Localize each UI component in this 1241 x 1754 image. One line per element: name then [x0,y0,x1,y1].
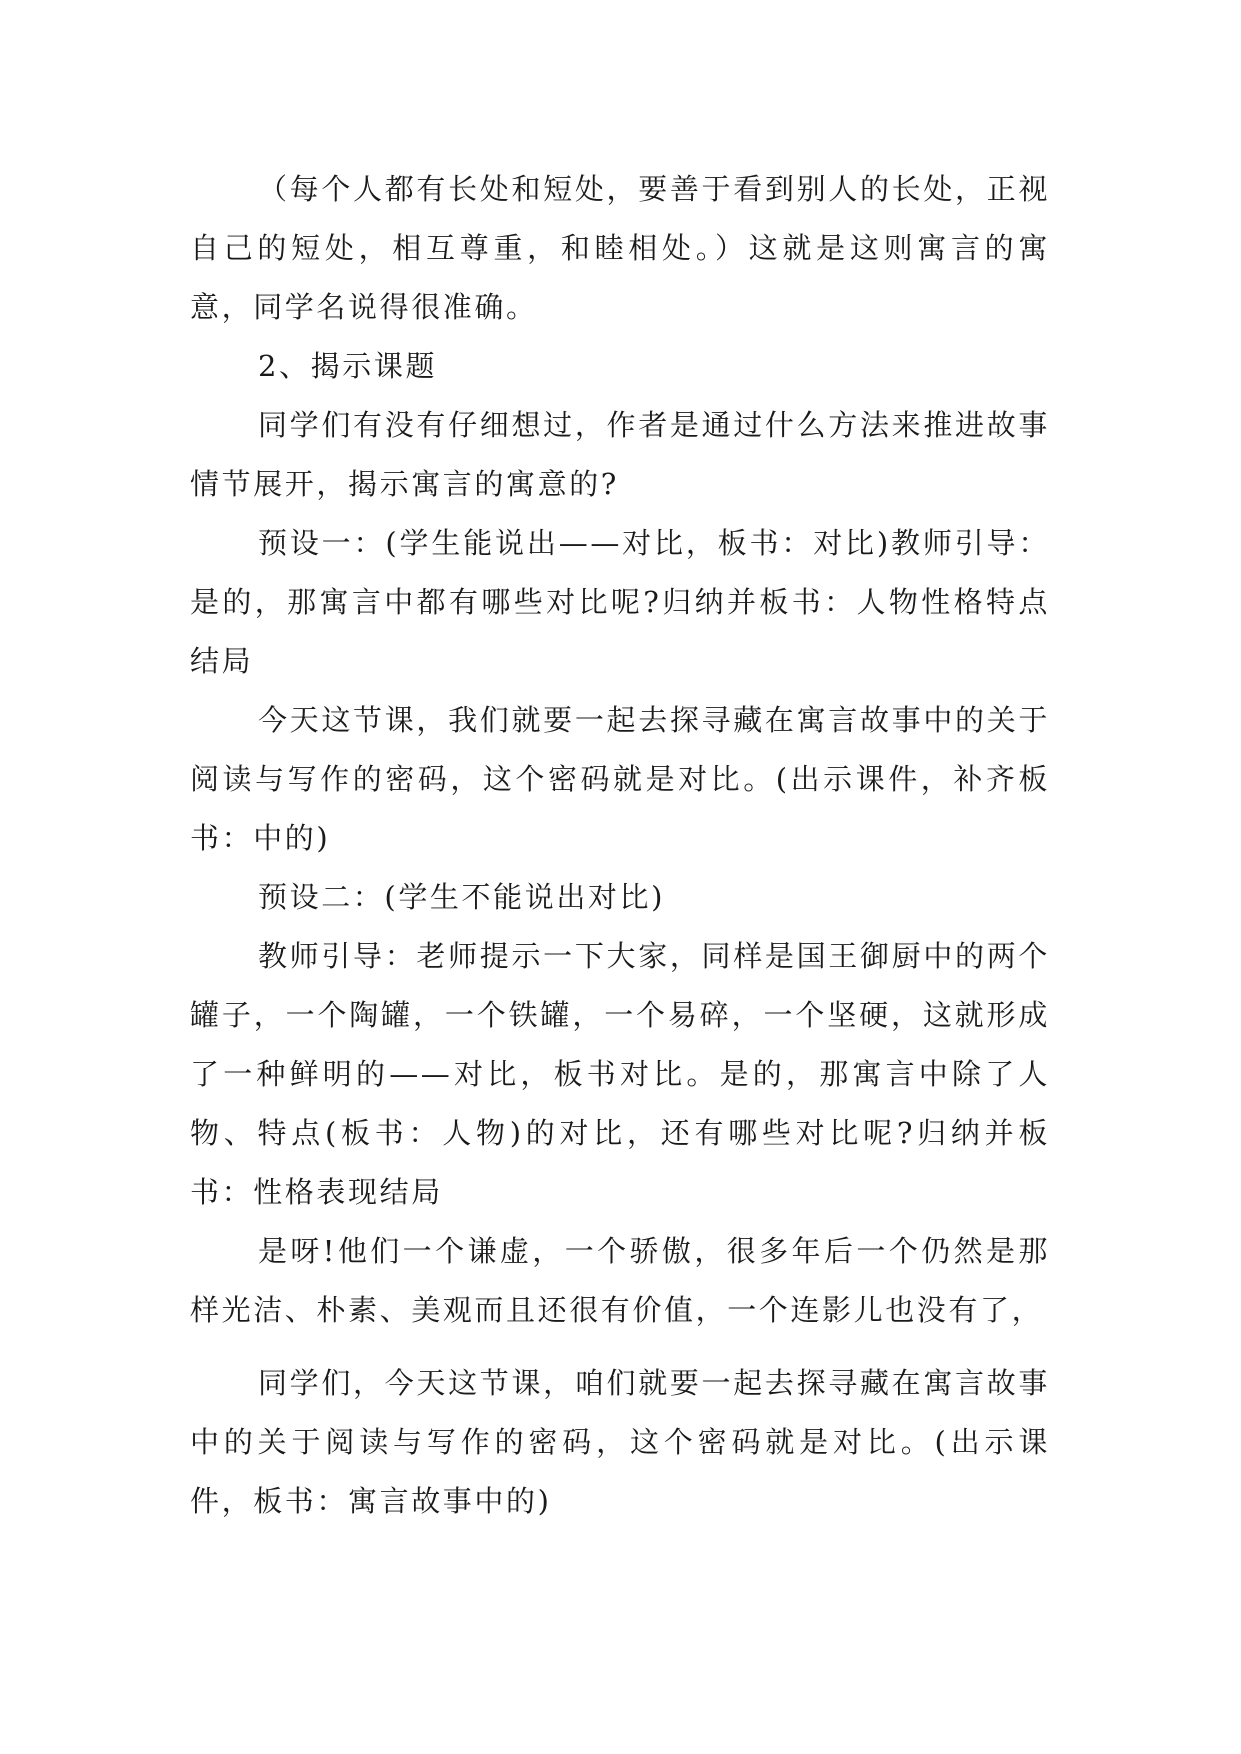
paragraph-preset-two: 预设二：(学生不能说出对比) [258,880,666,914]
paragraph-moral: （每个人都有长处和短处，要善于看到别人的长处，正视自己的短处，相互尊重，和睦相处。）这就是这则寓言的寓意，同学名说得很准确。 [190,172,1050,324]
paragraph-today-lesson: 今天这节课，我们就要一起去探寻藏在寓言故事中的关于阅读与写作的密码，这个密码就是对比。(出示课件，补齐板书：中的) [190,703,1050,855]
paragraph-teacher-guide: 教师引导：老师提示一下大家，同样是国王御厨中的两个罐子，一个陶罐，一个铁罐，一个易碎，一个坚硬，这就形成了一种鲜明的——对比，板书对比。是的，那寓言中除了人物、特点(板书：人物)的对比，还有哪些对比呢?归纳并板书：性格表现结局 [190,939,1050,1209]
paragraph-question: 同学们有没有仔细想过，作者是通过什么方法来推进故事情节展开，揭示寓言的寓意的? [190,408,1050,501]
paragraph-section-heading: 2、揭示课题 [258,349,438,383]
paragraph-closing: 同学们，今天这节课，咱们就要一起去探寻藏在寓言故事中的关于阅读与写作的密码，这个密码就是对比。(出示课件，板书：寓言故事中的) [190,1366,1050,1518]
paragraph-preset-one: 预设一：(学生能说出——对比，板书：对比)教师引导：是的，那寓言中都有哪些对比呢?归纳并板书：人物性格特点结局 [190,526,1050,678]
document-body [190,160,1050,1531]
paragraph-contrast-summary: 是呀!他们一个谦虚，一个骄傲，很多年后一个仍然是那样光洁、朴素、美观而且还很有价值，一个连影儿也没有了， [190,1234,1050,1327]
